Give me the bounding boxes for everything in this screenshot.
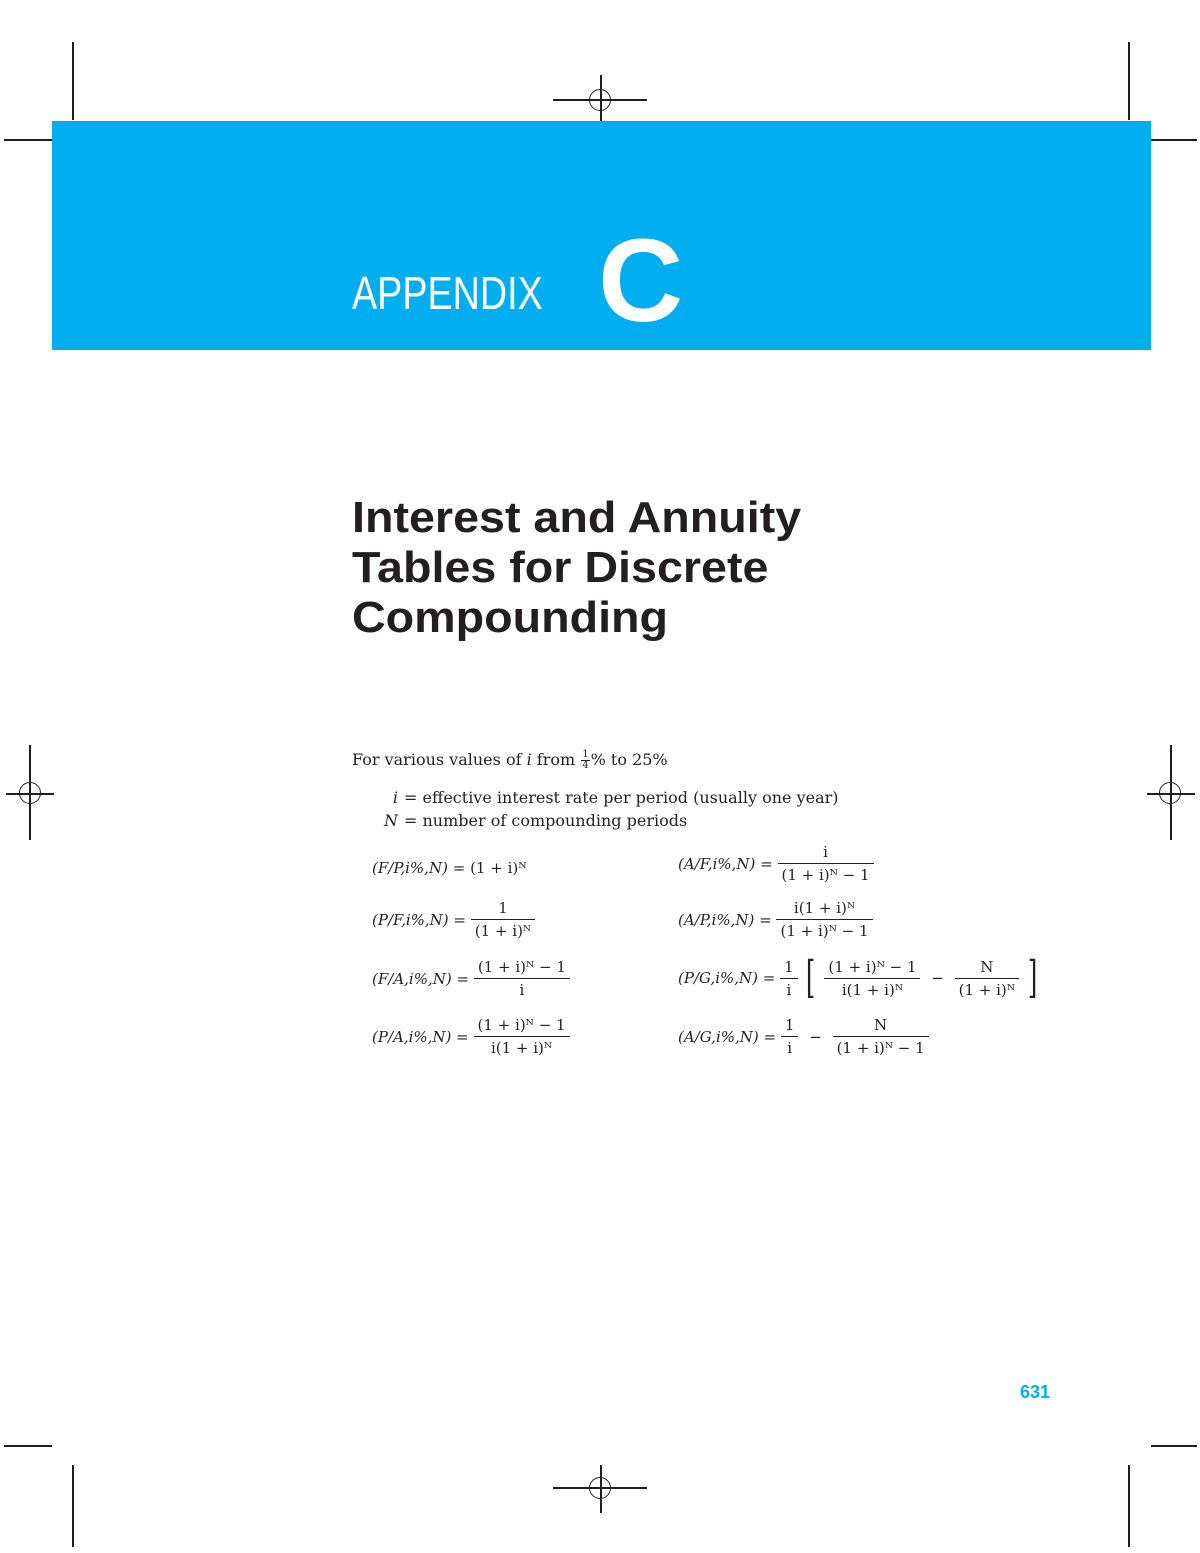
denominator: (1 + i)ᴺ [474, 922, 532, 940]
intro-suffix: % to 25% [590, 750, 668, 769]
intro-from: from [531, 750, 581, 769]
formula-rhs: (1 + i)ᴺ [470, 859, 527, 877]
formula-fp [372, 858, 526, 877]
formula-lhs: (A/P,i%,N) = [678, 910, 772, 929]
minus-sign: − [809, 1027, 822, 1046]
chapter-title-line: Interest and Annuity [352, 493, 802, 542]
denominator: i [787, 1039, 793, 1057]
numerator: i [778, 843, 874, 864]
registration-target [19, 782, 41, 804]
formula-fraction [776, 899, 872, 940]
crop-mark [1128, 1465, 1130, 1547]
denominator: i(1 + i)ᴺ [841, 980, 904, 999]
formula-lhs: (P/A,i%,N) = [372, 1027, 469, 1046]
numerator: N [955, 958, 1019, 979]
intro-prefix: For various values of [352, 750, 527, 769]
quarter-fraction [581, 750, 589, 771]
numerator: (1 + i)ᴺ − 1 [824, 958, 920, 979]
denominator: (1 + i)ᴺ − 1 [836, 1039, 925, 1057]
definition-text: = number of compounding periods [404, 811, 688, 830]
fraction-numerator: 1 [582, 749, 589, 760]
formula-fraction [471, 899, 535, 940]
formula-lhs: (A/F,i%,N) = [678, 854, 773, 873]
numerator: 1 [780, 958, 798, 979]
formula-fraction [781, 1016, 799, 1057]
denominator: i [519, 981, 525, 999]
formula-fraction [778, 843, 874, 884]
crop-mark [72, 42, 74, 120]
minus-sign: − [931, 969, 944, 987]
denominator: (1 + i)ᴺ − 1 [780, 922, 869, 940]
crop-mark [1151, 1445, 1197, 1447]
definition-symbol: i [392, 788, 398, 807]
numerator: N [833, 1016, 929, 1037]
intro-variable: i [526, 750, 532, 769]
definition-symbol: N [384, 811, 398, 830]
numerator: 1 [781, 1016, 799, 1037]
formula-af [678, 843, 874, 884]
formula-lhs: (F/P,i%,N) = [372, 859, 466, 877]
formula-fraction [824, 958, 920, 999]
denominator: i(1 + i)ᴺ [490, 1039, 553, 1057]
definition-text: = effective interest rate per period (usually one year) [404, 788, 839, 807]
formula-lhs: (F/A,i%,N) = [372, 969, 470, 988]
registration-target [589, 89, 611, 111]
denominator: (1 + i)ᴺ − 1 [781, 866, 870, 884]
numerator: i(1 + i)ᴺ [776, 899, 872, 920]
numerator: 1 [471, 899, 535, 920]
definition-i [384, 788, 839, 807]
crop-mark [72, 1465, 74, 1547]
crop-mark [4, 139, 52, 141]
intro-text [352, 750, 668, 771]
formula-fraction [474, 958, 570, 999]
registration-target [1159, 782, 1181, 804]
crop-mark [1151, 139, 1197, 141]
close-bracket: ] [1027, 952, 1038, 1003]
formula-pa [372, 1016, 570, 1057]
crop-mark [4, 1445, 52, 1447]
formula-fraction [780, 958, 798, 999]
formula-lhs: (A/G,i%,N) = [678, 1027, 777, 1046]
fraction-denominator: 4 [582, 760, 589, 771]
appendix-label: APPENDIX [352, 267, 543, 319]
formula-fraction [833, 1016, 929, 1057]
definition-n [384, 811, 687, 830]
registration-target [589, 1477, 611, 1499]
chapter-title [352, 493, 801, 643]
appendix-letter: C [598, 215, 684, 347]
formula-ag [678, 1016, 929, 1057]
formula-fa [372, 958, 570, 999]
crop-mark [1128, 42, 1130, 120]
denominator: (1 + i)ᴺ [958, 980, 1016, 999]
formula-fraction [474, 1016, 570, 1057]
formula-lhs: (P/G,i%,N) = [678, 969, 776, 987]
numerator: (1 + i)ᴺ − 1 [474, 958, 570, 979]
open-bracket: [ [806, 952, 816, 1003]
numerator: (1 + i)ᴺ − 1 [474, 1016, 570, 1037]
page-number: 631 [1020, 1382, 1051, 1402]
denominator: i [786, 980, 792, 999]
formula-ap [678, 899, 873, 940]
formula-fraction [955, 958, 1019, 999]
formula-pf [372, 899, 535, 940]
chapter-title-line: Compounding [352, 593, 669, 642]
formula-pg [678, 952, 1041, 1003]
chapter-title-line: Tables for Discrete [352, 543, 769, 592]
formula-lhs: (P/F,i%,N) = [372, 910, 466, 929]
